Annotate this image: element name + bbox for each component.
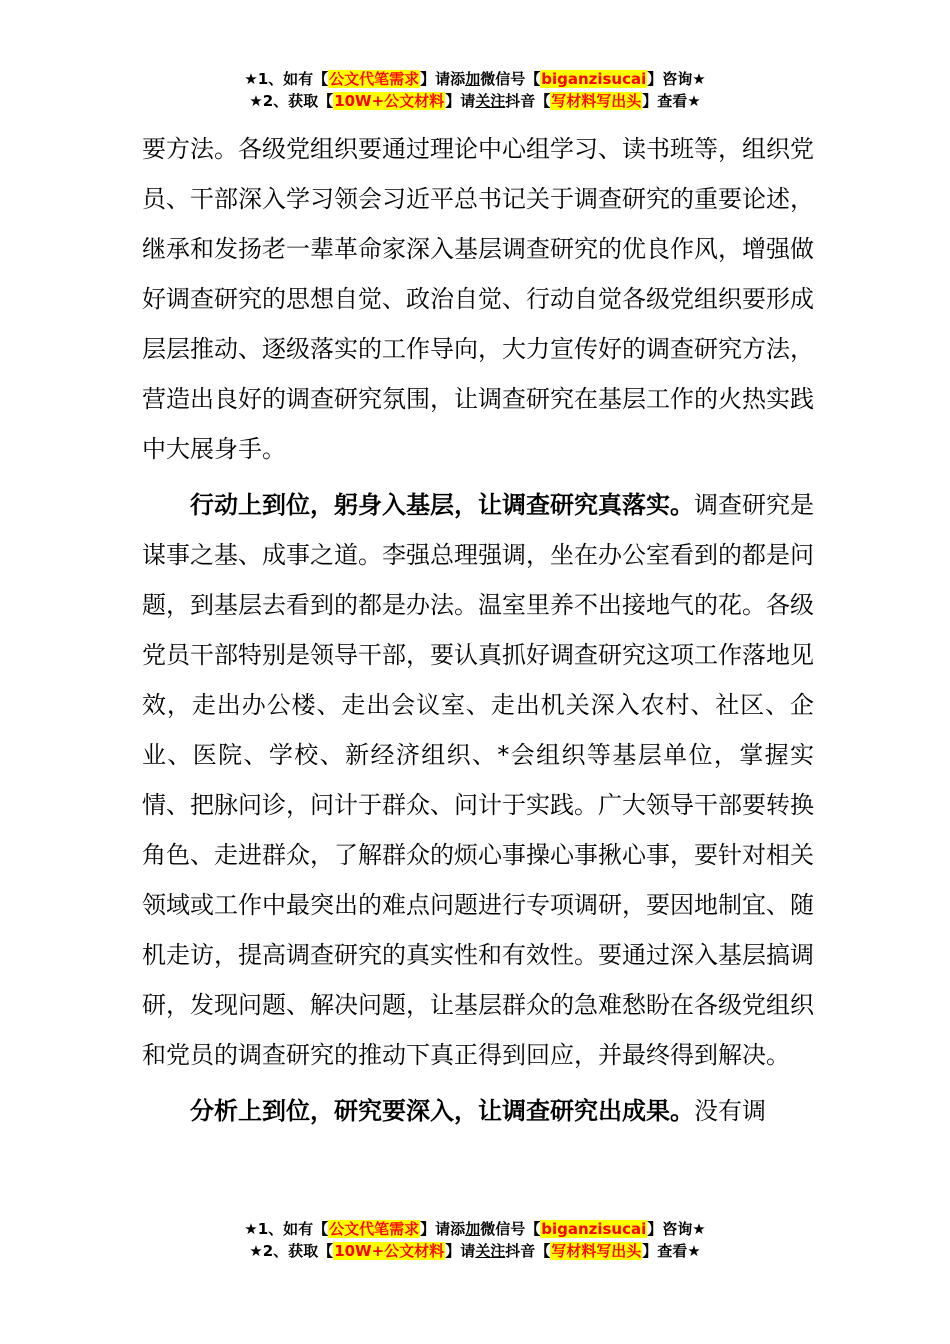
- text-line: 心事操心事揪心事，要针对相关领域或工作中最突出的难点: [142, 841, 814, 919]
- banner-highlight: 公文代笔需求: [329, 70, 420, 88]
- banner-text: ★2、获取【: [249, 1242, 334, 1260]
- document-body: [142, 124, 814, 1136]
- banner-text: 】请: [445, 1242, 476, 1260]
- banner-highlight: 公文代笔需求: [329, 1220, 420, 1238]
- banner-underline: 关注: [475, 1242, 506, 1260]
- text-line: 研究在基层工作的火热实践中大展身手。: [142, 385, 814, 463]
- text-line: 究是谋事之基、成事之道。李强总理强调，坐在办公室看到: [142, 491, 814, 569]
- text-line: 织等基层单位，掌握实情、把脉问诊，问计于群众、问计于: [142, 741, 815, 819]
- banner-text: ★1、如有【: [244, 1220, 329, 1238]
- text-line: 问题进行专项调研，要因地制宜、随机走访，提高调查研究: [142, 891, 814, 969]
- banner-line-1: [0, 68, 950, 90]
- banner-text: 】请: [445, 92, 476, 110]
- banner-text: 】请添: [420, 70, 466, 88]
- banner-highlight: biganzisucai: [541, 70, 647, 88]
- banner-line-2: [0, 1240, 950, 1262]
- paragraph-heading: 行动上到位，躬身入基层，让调查研究真落实。: [190, 491, 694, 519]
- banner-text: 】咨询★: [647, 70, 706, 88]
- text-line: 传好的调查研究方法，营造出良好的调查研究氛围，让调查: [142, 335, 814, 413]
- banner-text: 抖音【: [505, 1242, 551, 1260]
- text-line: 研究的推动下真正得到回应，并最终得到解决。: [286, 1041, 790, 1069]
- paragraph-3: [142, 1086, 814, 1136]
- text-line: 深入农村、社区、企业、医院、学校、新经济组织、*会组: [142, 691, 815, 769]
- banner-text: 】咨询★: [647, 1220, 706, 1238]
- banner-underline: 加: [465, 70, 481, 88]
- banner-text: 微信号【: [480, 1220, 541, 1238]
- text-line: 各级党组织要形成层层推动、逐级落实的工作导向，大力宣: [142, 285, 814, 363]
- text-line: 究这项工作落地见效，走出办公楼、走出会议室、走出机关: [142, 641, 814, 719]
- text-line: 要论述，继承和发扬老一辈革命家深入基层调查研究的优良: [142, 185, 814, 263]
- banner-line-1: [0, 1218, 950, 1240]
- text-line: 作风，增强做好调查研究的思想自觉、政治自觉、行动自觉: [142, 235, 814, 313]
- text-line: 实践。广大领导干部要转换角色、走进群众，了解群众的烦: [142, 791, 814, 869]
- banner-text: 微信号【: [480, 70, 541, 88]
- banner-text: ★1、如有【: [244, 70, 329, 88]
- text-line: 织党员、干部深入学习领会习近平总书记关于调查研究的重: [142, 135, 814, 213]
- text-line: 的真实性和有效性。要通过深入基层搞调研，发现问题、解: [142, 941, 814, 1019]
- banner-highlight: 10W+公文材料: [334, 1242, 445, 1260]
- banner-underline: 加: [465, 1220, 481, 1238]
- text-line: 的都是问题，到基层去看到的都是办法。温室里养不出接地: [142, 541, 814, 619]
- banner-underline: 关注: [475, 92, 506, 110]
- banner-text: ★2、获取【: [249, 92, 334, 110]
- banner-text: 】查看★: [642, 92, 701, 110]
- text-line: 调查研: [694, 491, 766, 519]
- paragraph-1: [142, 124, 814, 474]
- paragraph-heading: 分析上到位，研究要深入，让调查研究出成果。: [190, 1097, 694, 1125]
- banner-text: 】请添: [420, 1220, 466, 1238]
- banner-highlight: biganzisucai: [541, 1220, 647, 1238]
- banner-line-2: [0, 90, 950, 112]
- banner-highlight: 写材料写出头: [551, 92, 642, 110]
- text-line: 没有调: [694, 1097, 766, 1125]
- text-line: 要方法。各级党组织要通过理论中心组学习、读书班等，组: [142, 135, 766, 163]
- banner-text: 抖音【: [505, 92, 551, 110]
- header-banner-bottom: [0, 1218, 950, 1262]
- header-banner-top: [0, 68, 950, 112]
- text-line: 气的花。各级党员干部特别是领导干部，要认真抓好调查研: [142, 591, 814, 669]
- text-line: 决问题，让基层群众的急难愁盼在各级党组织和党员的调查: [142, 991, 814, 1069]
- banner-highlight: 写材料写出头: [551, 1242, 642, 1260]
- banner-highlight: 10W+公文材料: [334, 92, 445, 110]
- paragraph-2: [142, 480, 814, 1080]
- banner-text: 】查看★: [642, 1242, 701, 1260]
